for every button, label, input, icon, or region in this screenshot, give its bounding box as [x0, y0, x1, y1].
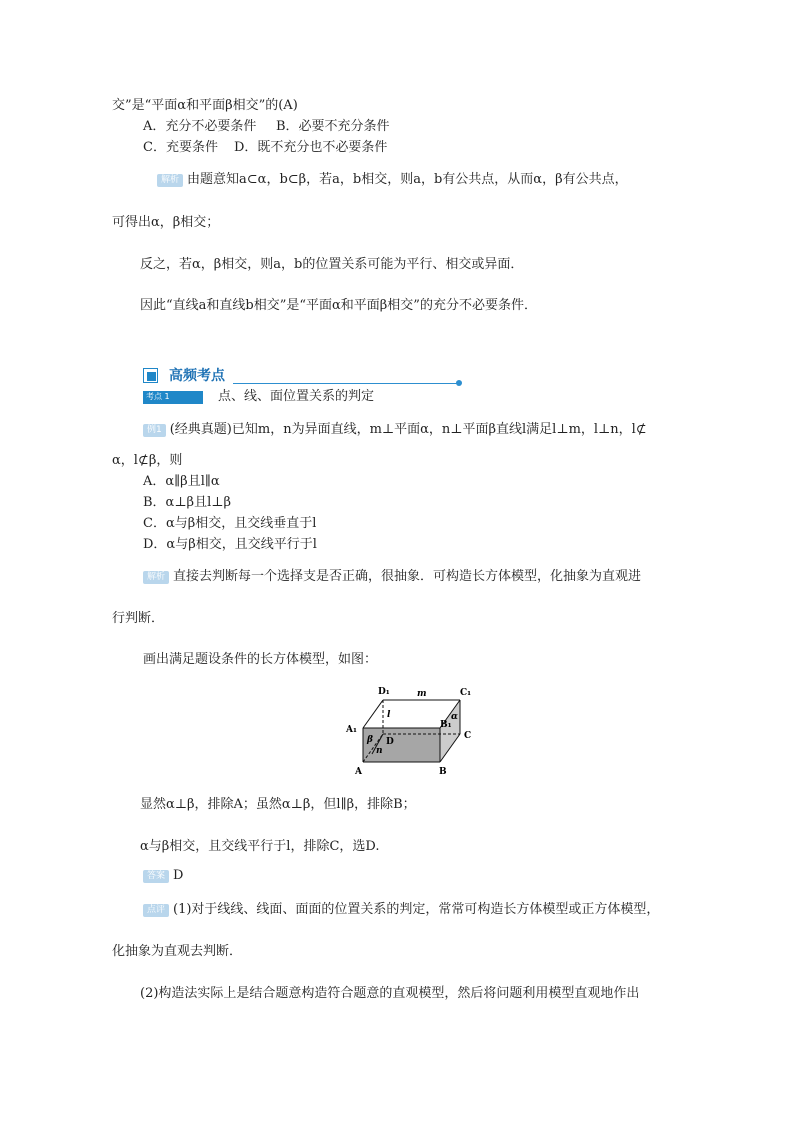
option-c: C．充要条件 [143, 140, 218, 155]
analysis-1-line-1 [157, 171, 628, 189]
label-n: n [376, 746, 383, 756]
analysis-2-text: 直接去判断每一个选择支是否正确，很抽象．可构造长方体模型，化抽象为直观进 [173, 569, 642, 584]
label-m: m [417, 689, 427, 699]
knowledge-point-title: 点、线、面位置关系的判定 [218, 389, 375, 404]
section-divider [233, 383, 458, 384]
option-b: B．必要不充分条件 [276, 119, 390, 134]
section-header [143, 366, 468, 388]
example-badge: 例1 [143, 424, 166, 437]
answer-value: D [173, 868, 184, 883]
label-a: A [355, 767, 362, 777]
label-b: B [439, 767, 447, 777]
label-c1: C₁ [460, 688, 472, 698]
question-stem-end: 交”是“平面α和平面β相交”的(A) [112, 98, 298, 113]
example-option-c: C．α与β相交，且交线垂直于l [143, 516, 317, 531]
label-d: D [386, 737, 394, 747]
label-alpha: α [451, 712, 458, 722]
label-d1: D₁ [378, 687, 390, 697]
comment-para-2: (2)构造法实际上是结合题意构造符合题意的直观模型，然后将问题利用模型直观地作出 [140, 986, 640, 1001]
analysis-2-para-3: 显然α⊥β，排除A；虽然α⊥β，但l∥β，排除B； [140, 797, 416, 812]
edge-a1-d1 [363, 700, 383, 728]
analysis-1-text: 由题意知a⊂α，b⊂β，若a，b相交，则a，b有公共点，从而α，β有公共点， [187, 172, 628, 187]
analysis-2-para-2: 画出满足题设条件的长方体模型，如图： [143, 652, 378, 667]
example-option-a: A．α∥β且l∥α [143, 474, 220, 489]
cuboid-figure [340, 680, 480, 780]
knowledge-point-underline [143, 403, 203, 404]
analysis-2-para-4: α与β相交，且交线平行于l，排除C，选D. [140, 839, 380, 854]
label-l: l [387, 710, 391, 720]
label-a1: A₁ [346, 725, 357, 735]
analysis-1-para-3: 因此“直线a和直线b相交”是“平面α和平面β相交”的充分不必要条件． [140, 298, 537, 313]
comment-line-1 [143, 901, 659, 919]
analysis-2-line-2: 行判断． [112, 611, 165, 626]
analysis-1-para-2: 反之，若α，β相交，则a，b的位置关系可能为平行、相交或异面． [140, 257, 524, 272]
comment-text: (1)对于线线、线面、面面的位置关系的判定，常常可构造长方体模型或正方体模型， [173, 902, 660, 917]
analysis-badge: 解析 [157, 174, 183, 187]
example-1-line-1 [143, 421, 647, 439]
label-b1: B₁ [440, 720, 452, 730]
answer-badge: 答案 [143, 870, 169, 883]
option-d: D．既不充分也不必要条件 [234, 140, 388, 155]
example-1-line-2: α，l⊄β，则 [112, 453, 183, 468]
dot-icon [456, 380, 462, 386]
label-beta: β [367, 735, 373, 745]
knowledge-point-badge: 考点 1 [143, 391, 203, 403]
section-title: 高频考点 [169, 368, 225, 384]
example-1-text: (经典真题)已知m，n为异面直线，m⊥平面α，n⊥平面β直线l满足l⊥m，l⊥n，l⊄ [169, 422, 647, 437]
analysis-badge: 解析 [143, 571, 169, 584]
right-face [440, 700, 460, 762]
square-icon [143, 368, 158, 383]
example-option-d: D．α与β相交，且交线平行于l [143, 537, 317, 552]
comment-line-2: 化抽象为直观去判断． [112, 944, 243, 959]
analysis-2-line-1 [143, 568, 641, 586]
knowledge-point-header [143, 388, 403, 406]
comment-badge: 点评 [143, 904, 169, 917]
label-c: C [464, 731, 472, 741]
answer-line [143, 867, 183, 885]
example-option-b: B．α⊥β且l⊥β [143, 495, 231, 510]
option-a: A．充分不必要条件 [143, 119, 257, 134]
analysis-1-line-2: 可得出α，β相交； [112, 215, 220, 230]
